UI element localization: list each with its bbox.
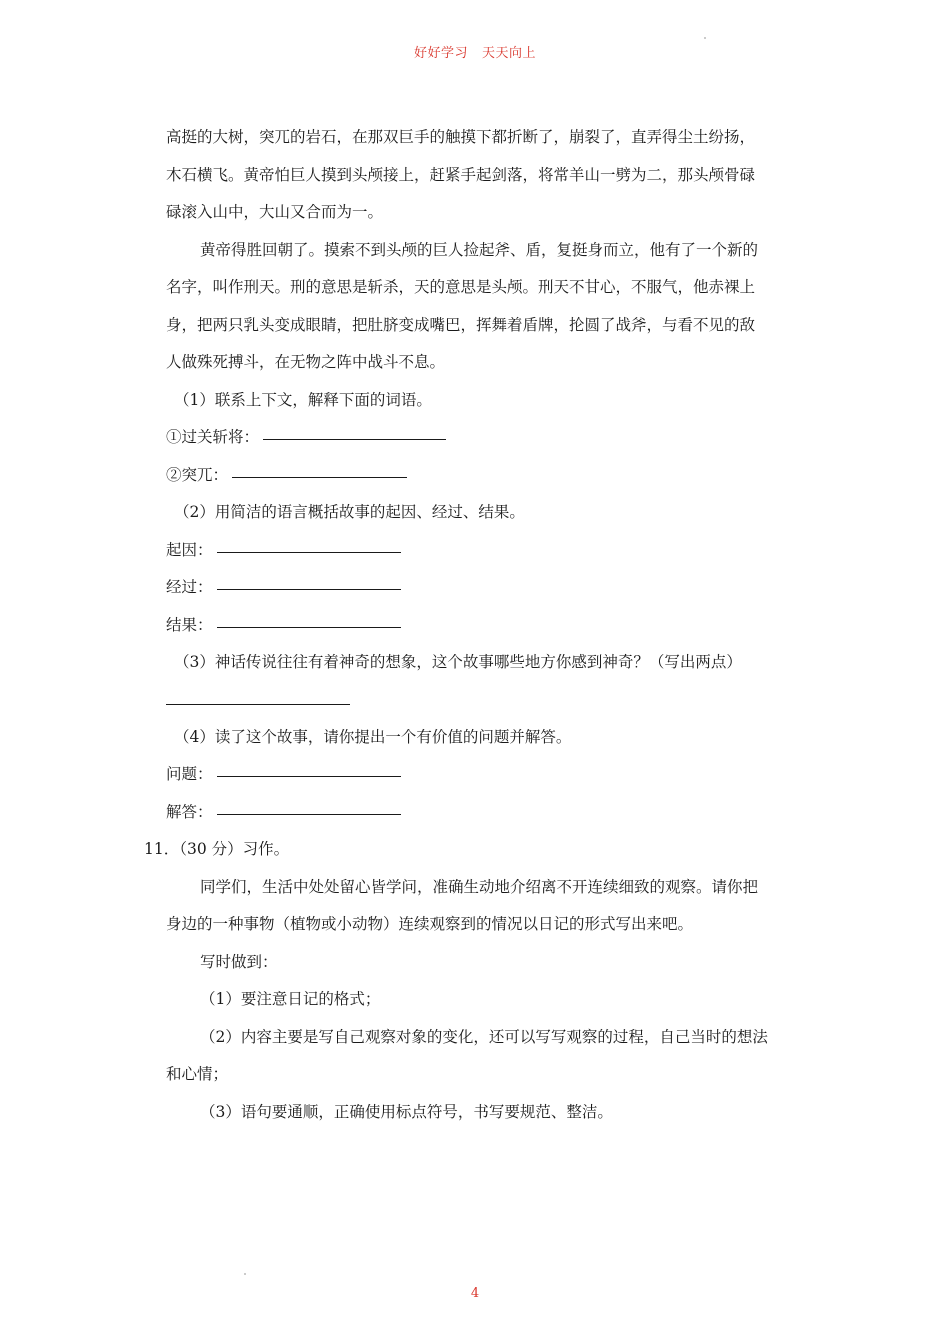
question-4-prompt: （4）读了这个故事，请你提出一个有价值的问题并解答。 (174, 727, 572, 746)
answer-blank[interactable] (217, 551, 401, 553)
question-11-header (144, 831, 806, 869)
requirement-3: （3）语句要通顺，正确使用标点符号，书写要规范、整洁。 (200, 1102, 613, 1121)
answer-blank[interactable] (217, 626, 401, 628)
item-label: ②突兀： (166, 465, 229, 484)
item-label: 起因： (166, 540, 213, 559)
question-4-answer (166, 794, 806, 832)
passage-line: 木石横飞。黄帝怕巨人摸到头颅接上，赶紧手起剑落，将常羊山一劈为二，那头颅骨碌 (166, 165, 756, 184)
header-motto-right: 天天向上 (482, 46, 537, 61)
speck-mark (244, 1273, 246, 1275)
question-2-prompt: （2）用简洁的语言概括故事的起因、经过、结果。 (174, 503, 525, 521)
item-label: 问题： (166, 765, 213, 783)
question-1-item-2 (166, 457, 806, 495)
passage-line: 高挺的大树，突兀的岩石，在那双巨手的触摸下都折断了，崩裂了，直弄得尘土纷扬， (166, 128, 756, 146)
requirement-2: （2）内容主要是写自己观察对象的变化，还可以写写观察的过程，自己当时的想法 (200, 1027, 768, 1046)
passage-line: 人做殊死搏斗，在无物之阵中战斗不息。 (166, 353, 446, 371)
page-header (0, 42, 950, 61)
answer-blank[interactable] (232, 476, 407, 478)
essay-body-line: 同学们，生活中处处留心皆学问，准确生动地介绍离不开连续细致的观察。请你把 (200, 877, 759, 896)
question-title: （30 分）习作。 (179, 840, 290, 858)
item-label: 解答： (166, 802, 213, 821)
question-2-cause (166, 532, 806, 570)
passage-line: 黄帝得胜回朝了。摸索不到头颅的巨人捡起斧、盾，复挺身而立，他有了一个新的 (200, 240, 759, 259)
answer-blank[interactable] (217, 588, 401, 590)
answer-blank[interactable] (217, 813, 401, 815)
answer-blank[interactable] (263, 438, 446, 440)
essay-body-line: 身边的一种事物（植物或小动物）连续观察到的情况以日记的形式写出来吧。 (166, 915, 694, 933)
passage-line: 名字，叫作刑天。刑的意思是斩杀，天的意思是头颅。刑天不甘心，不服气，他赤裸上 (166, 278, 756, 296)
question-3-prompt: （3）神话传说往往有着神奇的想象，这个故事哪些地方你感到神奇？（写出两点） (174, 653, 742, 671)
question-number: 11． (144, 840, 180, 858)
passage-line: 身，把两只乳头变成眼睛，把肚脐变成嘴巴，挥舞着盾牌，抡圆了战斧，与看不见的敌 (166, 315, 756, 334)
requirement-1: （1）要注意日记的格式； (200, 990, 381, 1008)
question-2-process (166, 569, 806, 607)
speck-mark (704, 37, 706, 39)
answer-blank[interactable] (217, 775, 401, 777)
item-label: ①过关斩将： (166, 428, 260, 446)
item-label: 结果： (166, 615, 213, 634)
header-motto-left: 好好学习 (413, 46, 468, 61)
requirements-title: 写时做到： (200, 952, 278, 971)
question-4-question (166, 756, 806, 794)
question-1-item-1 (166, 419, 806, 457)
answer-blank[interactable] (166, 704, 350, 705)
question-1-prompt: （1）联系上下文，解释下面的词语。 (174, 390, 432, 409)
question-2-result (166, 607, 806, 645)
passage-line: 碌滚入山中，大山又合而为一。 (166, 203, 384, 221)
page-number: 4 (470, 1286, 480, 1301)
requirement-2-continued: 和心情； (166, 1065, 229, 1083)
item-label: 经过： (166, 578, 213, 596)
page-content (144, 119, 806, 1131)
